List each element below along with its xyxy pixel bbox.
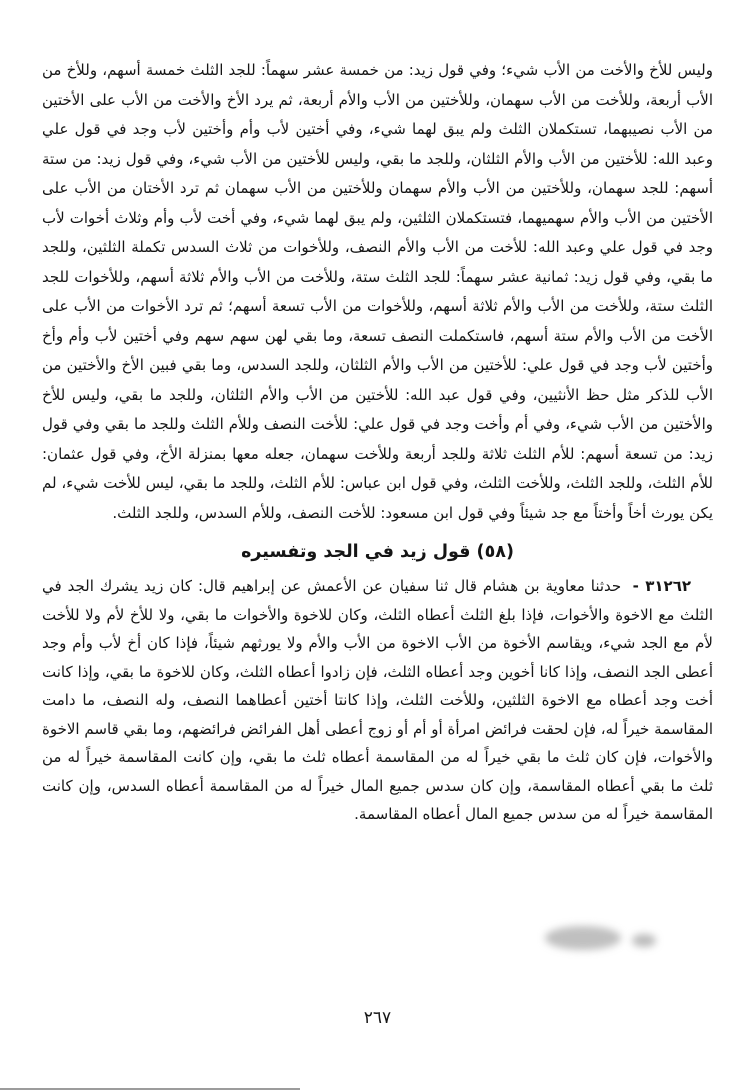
page-number: ٢٦٧ <box>363 1008 392 1028</box>
inheritance-rulings-paragraph: وليس للأخ والأخت من الأب شيء؛ وفي قول زيد: من خمسة عشر سهماً: للجد الثلث خمسة أسهم، وللأخ من الأب أربعة، وللأخت من الأب سهمان، وللأختين من الأب والأم أربعة، ثم يرد الأخ والأخت من الأب على الأختين من الأب نصيبهما، تستكملان الثلث ولم يبق لهما شيء، وفي أختين لأب وأم وأختين لأب وجد في قول علي وعبد الله: للأختين من الأب والأم الثلثان، وللجد ما بقي، وليس للأختين من الأب شيء، وفي قول زيد: من ستة أسهم: للجد سهمان، وللأختين من الأب والأم سهمان وللأختين من الأب سهمان ثم ترد الأختان من الأب على الأختين من الأب والأم سهميهما، فتستكملان الثلثين، ولم يبق لهما شيء، وفي أخت لأب وأم وثلاث أخوات لأب وجد في قول علي وعبد الله: للأخت من الأب والأم النصف، وللأخوات من ثلاث السدس تكملة الثلثين، وللجد ما بقي، وفي قول زيد: ثمانية عشر سهماً: للجد الثلث ستة، وللأخت من الأب والأم ثلاثة أسهم، وللأخوات للجد الثلث ستة، وللأخت من الأب والأم ثلاثة أسهم، وللأخوات من الأب تسعة أسهم؛ ثم ترد الأخوات من الأب على الأخت من الأب والأم ستة أسهم، فاستكملت النصف تسعة، وما بقي لهن سهم سهم وفي أختين لأب وأم وأخ وأختين لأب وجد في قول علي: للأختين من الأب والأم الثلثان، وللجد السدس، وما بقي فبين الأخ والأختين من الأب للذكر مثل حظ الأنثيين، وفي قول عبد الله: للأختين من الأب والأم الثلثان، وللجد ما بقي، وليس للأخ والأختين من الأب شيء، وفي أم وأخت وجد في قول علي: للأخت النصف وللأم الثلث وللجد ما بقي وفي قول زيد: من تسعة أسهم: للأم الثلث ثلاثة وللجد أربعة وللأخت سهمان، جعله معها بمنزلة الأخ، وفي قول عثمان: للأم الثلث، وللجد الثلث، وللأخت الثلث، وفي قول ابن عباس: للأم الثلث، وللجد ما بقي، ليس للأخت شيء، لم يكن يورث أخاً وأختاً مع جد شيئاً وفي قول ابن مسعود: للأخت النصف، وللأم السدس، وللجد الثلث. <box>42 61 713 522</box>
scan-edge-artifact <box>0 1088 300 1090</box>
hadith-paragraph <box>42 572 713 829</box>
ink-smudge-small <box>632 934 656 947</box>
hadith-text: حدثنا معاوية بن هشام قال ثنا سفيان عن الأعمش عن إبراهيم قال: كان زيد يشرك الجد في الثلث مع الاخوة والأخوات، فإذا بلغ الثلث أعطاه الثلث، وكان للاخوة والأخوات ما بقي، ولا للأخ لأم ولا للأخت لأم مع الجد شيء، ويقاسم الأخوة من الأب الاخوة من الأب والأم ولا يورثهم شيئاً، فإذا كان أخ لأب وأم وجد أعطى الجد النصف، وإذا كانا أخوين وجد أعطاه الثلث، فإن زادوا أعطاه الثلث، وكان للاخوة ما بقي، وإذا كانت أخت وجد أعطاه مع الاخوة الثلثين، وللأخت الثلث، وإذا كانتا أختين أعطاهما النصف، وله النصف، ما دامت المقاسمة خيراً له، فإن لحقت فرائض امرأة أو أم أو زوج أعطى أهل الفرائض فرائضهم، وما بقي قاسم الاخوة والأخوات، فإن كان ثلث ما بقي خيراً له من المقاسمة أعطاه ثلث ما بقي، وإن كانت المقاسمة خيراً له من ثلث ما بقي أعطاه المقاسمة، وإن كان سدس جميع المال خيراً له من المقاسمة أعطاه السدس، وإن كانت المقاسمة خيراً له من سدس جميع المال أعطاه المقاسمة. <box>42 577 713 823</box>
ink-smudge <box>545 926 621 950</box>
hadith-number: ٣١٢٦٢ - <box>626 577 692 595</box>
section-heading: (٥٨) قول زيد في الجد وتفسيره <box>241 542 514 562</box>
page-content <box>42 56 713 829</box>
